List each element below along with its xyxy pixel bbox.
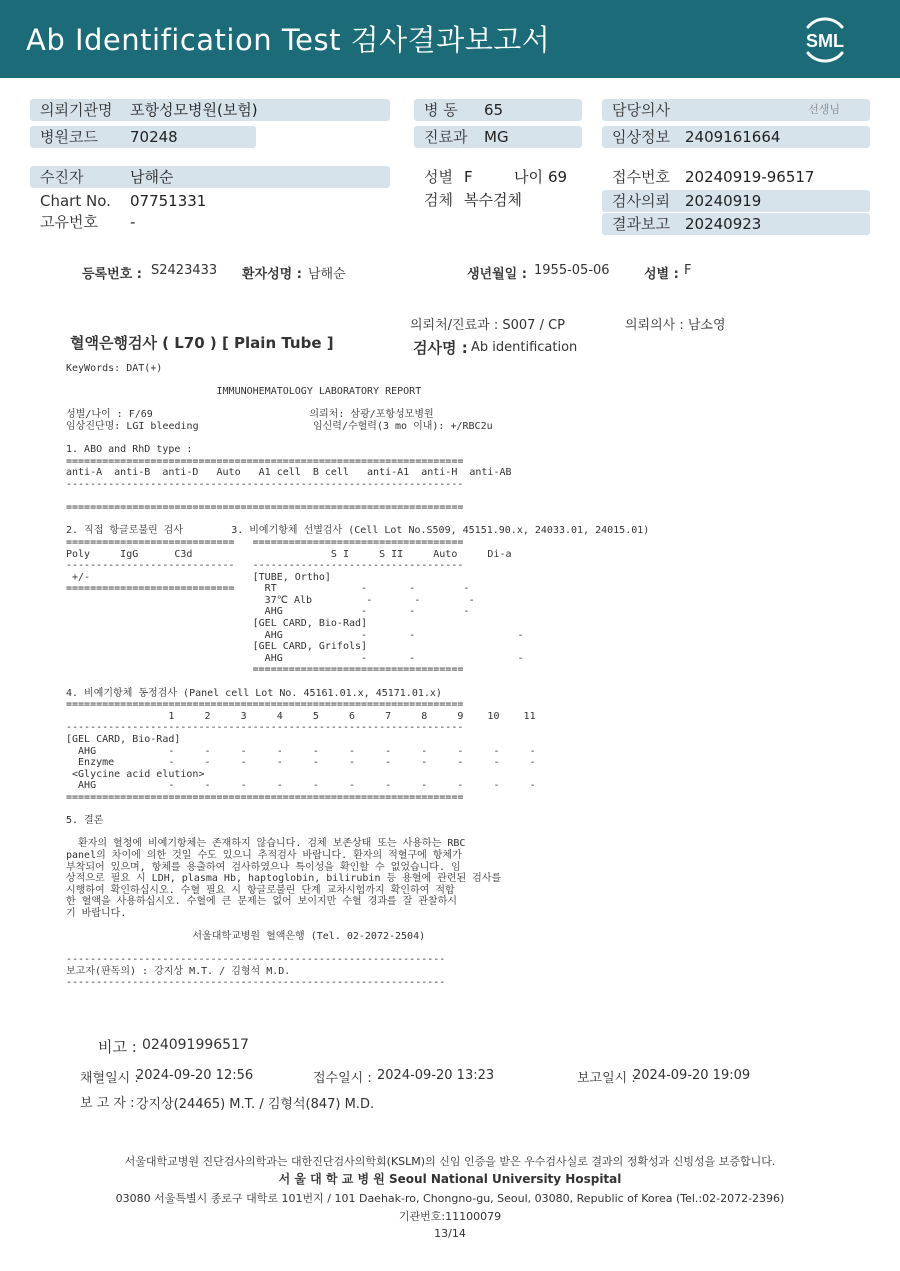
footer-certification: 서울대학교병원 진단검사의학과는 대한진단검사의학회(KSLM)의 신임 인증을 받은 우수검사실로 결과의 정확성과 신빙성을 보증합니다. xyxy=(124,1155,776,1168)
code-row xyxy=(30,126,256,148)
request-value: 20240919 xyxy=(685,192,762,210)
uid-row xyxy=(30,211,390,233)
uid-value: - xyxy=(130,213,136,231)
report-date-row xyxy=(602,213,870,235)
uid-label: 고유번호 xyxy=(40,213,98,231)
test-title: 혈액은행검사 ( L70 ) [ Plain Tube ] xyxy=(70,334,334,352)
ward-label: 병 동 xyxy=(424,101,458,119)
report-time-value: 2024-09-20 19:09 xyxy=(633,1068,751,1083)
sex-label: 성별 xyxy=(424,168,453,186)
doctor-value: 선생님 xyxy=(808,103,840,116)
patient-value: 남해순 xyxy=(130,168,174,186)
org-label: 의뢰기관명 xyxy=(40,101,113,119)
specimen-label: 검체 xyxy=(424,191,453,209)
dept-label: 진료과 xyxy=(424,128,468,146)
request-row xyxy=(602,190,870,212)
age-value: 69 xyxy=(548,168,568,186)
specimen-value: 복수검체 xyxy=(464,191,522,209)
reg-label: 등록번호 : xyxy=(82,267,142,282)
name-label: 환자성명 : xyxy=(242,267,302,282)
dept-row xyxy=(414,126,582,148)
ward-value: 65 xyxy=(484,101,504,119)
reporter-label: 보 고 자 : xyxy=(80,1096,135,1111)
physician: 의뢰의사 : 남소영 xyxy=(625,318,726,333)
collect-value: 2024-09-20 12:56 xyxy=(136,1068,254,1083)
sml-logo xyxy=(798,13,852,67)
org-value: 포항성모병원(보험) xyxy=(130,101,258,119)
test-name-value: Ab identification xyxy=(471,340,578,355)
footer-institution-number: 기관번호:11100079 xyxy=(398,1210,502,1223)
receipt-row xyxy=(602,166,870,188)
clinical-row xyxy=(602,126,870,148)
sml-logo-text: SML xyxy=(806,31,844,51)
age-label: 나이 xyxy=(514,168,543,186)
code-label: 병원코드 xyxy=(40,128,98,146)
footer-hospital-name: 서 울 대 학 교 병 원 Seoul National University Hospital xyxy=(278,1172,622,1186)
specimen-row xyxy=(414,189,584,211)
sex-age-row xyxy=(414,166,584,188)
reporter-value: 강지상(24465) M.T. / 김형석(847) M.D. xyxy=(136,1097,375,1112)
clinical-label: 임상정보 xyxy=(612,128,670,146)
referrer: 의뢰처/진료과 : S007 / CP xyxy=(410,318,565,333)
code-value: 70248 xyxy=(130,128,178,146)
name-value: 남해순 xyxy=(308,267,346,282)
chart-row xyxy=(30,190,390,212)
page-number: 13/14 xyxy=(434,1227,466,1240)
chart-value: 07751331 xyxy=(130,192,207,210)
report-title: Ab Identification Test 검사결과보고서 xyxy=(26,23,551,57)
test-name-label: 검사명 : xyxy=(413,339,468,357)
reg-value: S2423433 xyxy=(151,263,218,278)
receipt-label: 접수번호 xyxy=(612,168,670,186)
dob-value: 1955-05-06 xyxy=(534,263,610,278)
collect-label: 채혈일시 : xyxy=(80,1071,139,1086)
lab-report-text: KeyWords: DAT(+) IMMUNOHEMATOLOGY LABORATORY REPORT 성별/나이 : F/69 의뢰처: 삼광/포항성모병원 임상진단명: LGI bleeding 임신력/수혈력(3 mo 이내): +/RBC2u 1. ABO and RhD type : ================================================================== anti-A anti-B anti-D Auto A1 cell B cell anti-A1 anti-H anti-AB ------------------------------------------------------------------ ================================================================== 2. 직접 항글로불린 검사 3. 비예기항체 선별검사 (Cell Lot No.S509, 45151.90.x, 24033.01, 24015.01) ============================ =================================== Poly IgG C3d S I S II Auto Di-a ---------------------------- ----------------------------------- +/- [TUBE, Ortho] ============================ RT - - - 37℃ Alb - - - AHG - - - [GEL CARD, Bio-Rad] AHG - - - [GEL CARD, Grifols] AHG - - - =================================== 4. 비예기항체 동정검사 (Panel cell Lot No. 45161.01.x, 45171.01.x) ================================================================== 1 2 3 4 5 6 7 8 9 10 11 ------------------------------------------------------------------ [GEL CARD, Bio-Rad] AHG - - - - - - - - - - - Enzyme - - - - - - - - - - - <Glycine acid elution> AHG - - - - - - - - - - - ================================================================== 5. 결론 환자의 혈청에 비예기항체는 존재하지 않습니다. 검체 보존상태 또는 사용하는 RBC panel의 차이에 의한 것일 수도 있으니 추적검사 바랍니다. 환자의 적혈구에 항체가 부착되어 있으며, 항체를 용출하여 검사하였으나 특이성을 확인할 수 없었습니다. 임 상적으로 필요 시 LDH, plasma Hb, haptoglobin, bilirubin 등 용혈에 관련된 검사를 시행하여 확인하십시오. 수혈 필요 시 항글로불린 단계 교차시험까지 확인하여 적합 한 혈액을 사용하십시오. 수혈에 큰 문제는 없어 보이지만 수혈 경과를 잘 관찰하시 기 바랍니다. 서울대학교병원 혈액은행 (Tel. 02-2072-2504) --------------------------------------------------------------- 보고자(판독의) : 강지상 M.T. / 김형석 M.D. --------------------------------------------------------------- xyxy=(66,363,650,989)
clinical-value: 2409161664 xyxy=(685,128,781,146)
chart-label: Chart No. xyxy=(40,192,111,210)
patient-row xyxy=(30,166,390,188)
reg-sex-value: F xyxy=(684,263,692,278)
report-time-label: 보고일시 : xyxy=(577,1071,636,1086)
request-label: 검사의뢰 xyxy=(612,192,670,210)
sex-value: F xyxy=(464,168,473,186)
dob-label: 생년월일 : xyxy=(467,267,527,282)
org-row xyxy=(30,99,390,121)
report-date-value: 20240923 xyxy=(685,215,762,233)
note-value: 024091996517 xyxy=(142,1037,249,1053)
note-label: 비고 : xyxy=(98,1038,137,1056)
footer-address: 03080 서울특별시 종로구 대학로 101번지 / 101 Daehak-ro, Chongno-gu, Seoul, 03080, Republic of Korea (Tel.:02-2072-2396) xyxy=(115,1192,785,1205)
dept-value: MG xyxy=(484,128,509,146)
receipt-value: 20240919-96517 xyxy=(685,168,815,186)
patient-label: 수진자 xyxy=(40,168,84,186)
ward-row xyxy=(414,99,582,121)
receive-label: 접수일시 : xyxy=(313,1071,372,1086)
reg-sex-label: 성별 : xyxy=(644,267,679,282)
doctor-row xyxy=(602,99,870,121)
doctor-label: 담당의사 xyxy=(612,101,670,119)
receive-value: 2024-09-20 13:23 xyxy=(377,1068,495,1083)
report-date-label: 결과보고 xyxy=(612,215,670,233)
report-header xyxy=(0,0,900,78)
